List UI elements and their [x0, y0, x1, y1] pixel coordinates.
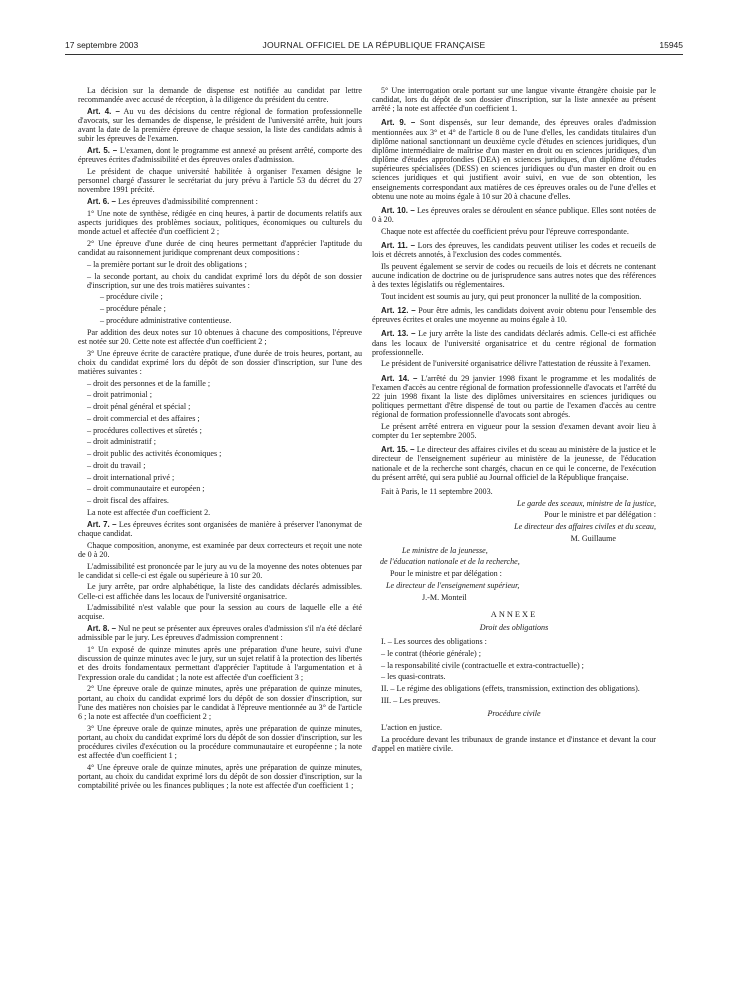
- list-item: – la première portant sur le droit des obligations ;: [87, 259, 247, 269]
- paragraph: Le présent arrêté entrera en vigueur pour la session d'examen devant avoir lieu à compter du 1er septembre 2005.: [372, 421, 656, 441]
- article-15: Art. 15. – Le directeur des affaires civiles et du sceau au ministère de la justice et le directeur de l'enseignement supérieur au ministère de la jeunesse, de l'éducation nationale et de la recherche sont chargés, chacun en ce qui le concerne, de l'exécution du présent arrêté, qui sera publié au Journal officiel de la République française.: [372, 445, 656, 482]
- delegation-line: Pour le ministre et par délégation :: [544, 510, 656, 520]
- paragraph: La décision sur la demande de dispense est notifiée au candidat par lettre recommandée avec accusé de réception, à la diligence du président du centre.: [78, 86, 362, 105]
- paragraph: 3° Une épreuve orale de quinze minutes, après une préparation de quinze minutes, portant, au choix du candidat exprimé lors du dépôt de son dossier d'inscription, sur les procédures civiles d'exécution ou la procédure communautaire et européenne ; la note est affectée d'un coefficient 1 ;: [78, 723, 362, 761]
- article-6: Art. 6. – Les épreuves d'admissibilité comprennent :: [87, 197, 258, 207]
- paragraph: L'admissibilité est prononcée par le jury au vu de la moyenne des notes obtenues par le candidat si celle-ci est égale ou supérieure à 10 sur 20.: [78, 561, 362, 580]
- article-label: Art. 5. –: [87, 146, 118, 156]
- signatory-name: M. Guillaume: [570, 533, 616, 543]
- paragraph: Ils peuvent également se servir de codes ou recueils de lois et décrets ne contenant aucune indication de doctrine ou de jurisprudence sans autres notes que des références à des textes législatifs ou réglementaires.: [372, 261, 656, 290]
- annex-item: La procédure devant les tribunaux de grande instance et d'instance et devant la cour d'appel en matière civile.: [372, 734, 656, 754]
- annex-title: ANNEXE: [490, 609, 538, 619]
- article-14: Art. 14. – L'arrêté du 29 janvier 1998 fixant le programme et les modalités de l'examen d'accès au centre régional de formation professionnelle d'avocats et l'arrêté du 22 juin 1998 fixant la liste des diplômes universitaires en sciences juridiques ou politiques permettant d'être dispensé de tout ou partie de l'examen d'accès au centre régional de formation professionnelle d'avocats sont abrogés.: [372, 373, 656, 420]
- list-item: – droit fiscal des affaires.: [87, 496, 169, 506]
- article-13: Art. 13. – Le jury arrête la liste des candidats déclarés admis. Celle-ci est affichée dans les locaux de l'université organisatrice et du centre régional de formation professionnelle.: [372, 329, 656, 357]
- signatory-title: Le directeur des affaires civiles et du sceau,: [514, 522, 656, 532]
- list-item: – droit patrimonial ;: [87, 390, 152, 400]
- list-item: – droit du travail ;: [87, 460, 146, 470]
- paragraph: 5° Une interrogation orale portant sur une langue vivante étrangère choisie par le candidat, lors du dépôt de son dossier d'inscription, sur la liste annexée au présent arrêté ; la note est affectée d'un coefficient 1.: [372, 86, 656, 114]
- list-item: – la seconde portant, au choix du candidat exprimé lors du dépôt de son dossier d'inscription, sur une des trois matières suivantes :: [87, 271, 362, 290]
- list-item: – droit pénal général et spécial ;: [87, 402, 191, 412]
- article-11: Art. 11. – Lors des épreuves, les candidats peuvent utiliser les codes et recueils de lois et décrets annotés, à l'exclusion des codes commentés.: [372, 240, 656, 260]
- paragraph: Tout incident est soumis au jury, qui peut prononcer la nullité de la composition.: [381, 291, 642, 301]
- paragraph: Chaque note est affectée du coefficient prévu pour l'épreuve correspondante.: [381, 226, 629, 236]
- paragraph: Le président de chaque université habilitée à organiser l'examen désigne le personnel chargé d'assurer le secrétariat du jury prévu à l'article 53 du décret du 27 novembre 1991 précité.: [78, 167, 362, 195]
- list-item: – droit communautaire et européen ;: [87, 484, 205, 494]
- article-label: Art. 7. –: [87, 519, 117, 529]
- annex-item: – les quasi-contrats.: [381, 672, 446, 682]
- list-item: – procédure civile ;: [100, 292, 163, 302]
- delegation-line: Pour le ministre et par délégation :: [390, 569, 502, 579]
- article-8: Art. 8. – Nul ne peut se présenter aux épreuves orales d'admission s'il n'a été déclaré admissible par le jury. Les épreuves d'admission comprennent :: [78, 624, 362, 643]
- article-4: Art. 4. – Au vu des décisions du centre régional de formation professionnelle d'avocats, sur les demandes de dispense, le président de l'université arrête, huit jours avant la date de la première épreuve de chaque session, la liste des candidats admis à subir les épreuves de l'examen.: [78, 106, 362, 144]
- annex-section-title: Procédure civile: [487, 709, 541, 719]
- article-9: Art. 9. – Sont dispensés, sur leur demande, des épreuves orales d'admission mentionnées aux 3° et 4° de l'article 8 ou de l'une d'elles, les candidats titulaires d'un diplôme national sanctionnant un deuxième cycle d'études en sciences juridiques, d'un diplôme intermédiaire de maîtrise d'un master en droit ou en sciences juridiques, d'un diplôme d'études approfondies (DEA) en sciences juridiques, d'un diplôme d'études supérieures spécialisées (DESS) en sciences juridiques ou d'un master en droit ou en sciences juridiques et qui justifient avoir suivi, en vue de son obtention, les enseignements correspondant aux matières de ces épreuves orales ou de l'une d'elles et obtenu une note au moins égale à 10 sur 20 à chacune d'elles.: [372, 118, 656, 201]
- paragraph: 3° Une épreuve écrite de caractère pratique, d'une durée de trois heures, portant, au choix du candidat exprimé lors du dépôt de son dossier d'inscription, sur l'une des matières suivantes :: [78, 348, 362, 376]
- article-10: Art. 10. – Les épreuves orales se déroulent en séance publique. Elles sont notées de 0 à 20.: [372, 205, 656, 225]
- issue-date: 17 septembre 2003: [65, 40, 139, 50]
- paragraph: Chaque composition, anonyme, est examinée par deux correcteurs et reçoit une note de 0 à 20.: [78, 540, 362, 559]
- list-item: – procédure administrative contentieuse.: [100, 315, 232, 325]
- signatory-title: de l'éducation nationale et de la recherche,: [380, 557, 520, 567]
- article-label: Art. 15. –: [381, 445, 415, 455]
- article-label: Art. 6. –: [87, 197, 116, 207]
- article-label: Art. 13. –: [381, 329, 416, 339]
- journal-title: JOURNAL OFFICIEL DE LA RÉPUBLIQUE FRANÇAISE: [262, 40, 486, 50]
- article-label: Art. 12. –: [381, 306, 416, 316]
- right-column: [372, 86, 656, 756]
- annex-section-title: Droit des obligations: [479, 622, 549, 632]
- article-label: Art. 8. –: [87, 624, 117, 634]
- signatory-name: J.-M. Monteil: [422, 592, 467, 602]
- paragraph: 2° Une épreuve d'une durée de cinq heures permettant d'apprécier l'aptitude du candidat au raisonnement juridique comprenant deux compositions :: [78, 238, 362, 258]
- paragraph: Le président de l'université organisatrice délivre l'attestation de réussite à l'examen.: [381, 359, 651, 369]
- paragraph: 1° Une note de synthèse, rédigée en cinq heures, à partir de documents relatifs aux aspects juridiques des problèmes sociaux, politiques, économiques ou culturels du monde actuel et affectée d'un coefficient 2 ;: [78, 208, 362, 237]
- article-7: Art. 7. – Les épreuves écrites sont organisées de manière à préserver l'anonymat de chaque candidat.: [78, 519, 362, 538]
- left-column: [78, 86, 362, 793]
- signatory-title: Le ministre de la jeunesse,: [402, 545, 488, 555]
- header-rule: [65, 54, 683, 55]
- annex-item: II. – Le régime des obligations (effets, transmission, extinction des obligations).: [381, 684, 640, 694]
- article-label: Art. 11. –: [381, 240, 415, 250]
- signatory-title: Le garde des sceaux, ministre de la justice,: [517, 498, 656, 508]
- paragraph: Par addition des deux notes sur 10 obtenues à chacune des compositions, l'épreuve est notée sur 20. Cette note est affectée d'un coefficient 2 ;: [78, 327, 362, 346]
- annex-item: I. – Les sources des obligations :: [381, 637, 487, 647]
- list-item: – procédure pénale ;: [100, 304, 166, 314]
- place-date: Fait à Paris, le 11 septembre 2003.: [381, 486, 493, 496]
- signatory-title: Le directeur de l'enseignement supérieur,: [386, 580, 520, 590]
- article-label: Art. 4. –: [87, 106, 120, 116]
- page-number: 15945: [659, 40, 683, 50]
- article-12: Art. 12. – Pour être admis, les candidats doivent avoir obtenu pour l'ensemble des épreuves écrites et orales une moyenne au moins égale à 10.: [372, 306, 656, 325]
- paragraph: Le jury arrête, par ordre alphabétique, la liste des candidats déclarés admissibles. Celle-ci est affichée dans les locaux de l'université organisatrice.: [78, 582, 362, 601]
- article-label: Art. 9. –: [381, 118, 416, 128]
- annex-item: L'action en justice.: [381, 723, 443, 733]
- paragraph: 1° Un exposé de quinze minutes après une préparation d'une heure, suivi d'une discussion de quinze minutes avec le jury, sur un sujet relatif à la protection des libertés et des droits fondamentaux permettant d'apprécier l'aptitude à l'argumentation et à l'expression orale du candidat ; la note est affectée d'un coefficient 3 ;: [78, 645, 362, 682]
- list-item: – droit commercial et des affaires ;: [87, 413, 200, 423]
- paragraph: L'admissibilité n'est valable que pour la session au cours de laquelle elle a été acquise.: [78, 603, 362, 622]
- page-header: [65, 40, 683, 54]
- list-item: – droit international privé ;: [87, 472, 175, 482]
- paragraph: 4° Une épreuve orale de quinze minutes, après une préparation de quinze minutes, portant, au choix du candidat exprimé lors du dépôt de son dossier d'inscription, sur la comptabilité privée ou les finances publiques ; la note est affectée d'un coefficient 1 ;: [78, 762, 362, 791]
- paragraph: 2° Une épreuve orale de quinze minutes, après une préparation de quinze minutes, portant, au choix du candidat exprimé lors du dépôt de son dossier d'inscription, sur l'une des matières non choisies par le candidat à l'épreuve mentionnée au 3° de l'article 6 ; la note est affectée d'un coefficient 2 ;: [78, 684, 362, 721]
- annex-item: – le contrat (théorie générale) ;: [381, 648, 481, 658]
- annex-item: – la responsabilité civile (contractuelle et extra-contractuelle) ;: [381, 660, 584, 670]
- annex-item: III. – Les preuves.: [381, 695, 441, 705]
- paragraph: La note est affectée d'un coefficient 2.: [87, 507, 211, 517]
- list-item: – procédures collectives et sûretés ;: [87, 425, 202, 435]
- list-item: – droit administratif ;: [87, 437, 157, 447]
- list-item: – droit des personnes et de la famille ;: [87, 378, 211, 388]
- article-label: Art. 14. –: [381, 373, 418, 383]
- list-item: – droit public des activités économiques ;: [87, 449, 222, 459]
- article-label: Art. 10. –: [381, 205, 415, 215]
- article-5: Art. 5. – L'examen, dont le programme est annexé au présent arrêté, comporte des épreuves écrites d'admissibilité et des épreuves orales d'admission.: [78, 146, 362, 165]
